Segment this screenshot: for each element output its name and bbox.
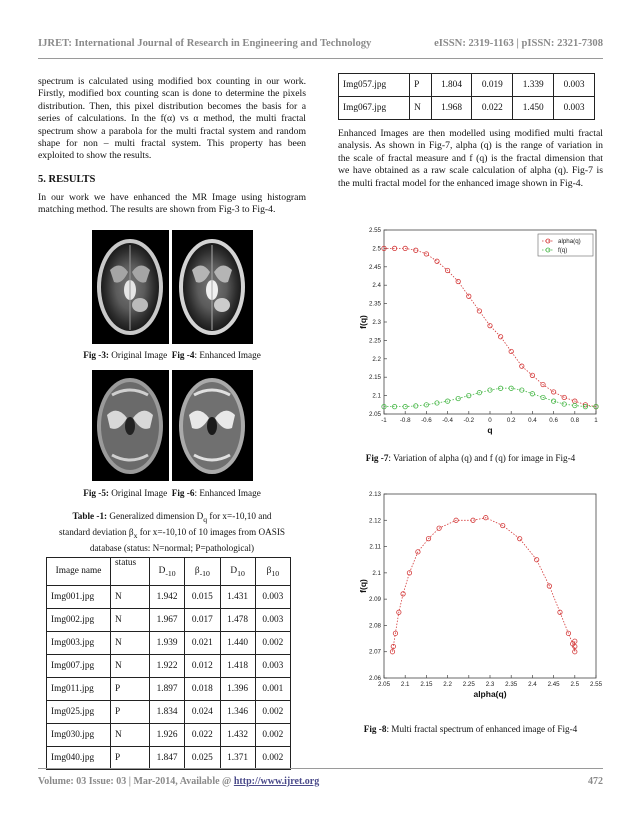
y-tick-label: 2.1 bbox=[372, 569, 381, 577]
table-cell: Img007.jpg bbox=[47, 655, 111, 678]
table-row bbox=[339, 97, 595, 120]
x-tick-label: 2.55 bbox=[589, 681, 602, 688]
table-cell: 0.015 bbox=[185, 586, 220, 609]
table-cell: N bbox=[111, 632, 150, 655]
y-tick-label: 2.08 bbox=[368, 622, 381, 630]
table-cell: 1.478 bbox=[220, 609, 255, 632]
table-row bbox=[47, 724, 291, 747]
y-tick-label: 2.1 bbox=[372, 392, 381, 400]
section-heading: 5. RESULTS bbox=[38, 174, 96, 185]
table-cell: 1.897 bbox=[150, 678, 185, 701]
table1-caption: Table -1: Generalized dimension $D_q$ for x=-10,10 and standard deviation $\beta_x$ for x=-10,10 of 10 images from OASIS database (status: N=normal; P=pathological) bbox=[59, 511, 285, 553]
y-tick-label: 2.45 bbox=[368, 263, 381, 271]
x-tick-label: 2.05 bbox=[377, 681, 391, 688]
header-rule bbox=[38, 58, 603, 59]
y-tick-label: 2.55 bbox=[368, 227, 381, 234]
x-tick-label: 0.6 bbox=[549, 417, 558, 424]
fig8-caption: Fig -8: Multi fractal spectrum of enhanced image of Fig-4 bbox=[363, 724, 578, 734]
table-cell: 0.002 bbox=[255, 701, 290, 724]
table-cell: 0.003 bbox=[255, 655, 290, 678]
y-tick-label: 2.13 bbox=[368, 491, 381, 498]
x-tick-label: -1 bbox=[381, 417, 387, 424]
y-tick-label: 2.25 bbox=[368, 337, 381, 345]
y-tick-label: 2.5 bbox=[372, 245, 381, 253]
table-cell: 1.450 bbox=[513, 97, 554, 120]
x-tick-label: 2.4 bbox=[528, 681, 537, 688]
table-cell: Img040.jpg bbox=[47, 747, 111, 770]
table-cell: 0.017 bbox=[185, 609, 220, 632]
col-header-beta-10: $\beta_{10}$ bbox=[255, 558, 290, 586]
journal-link[interactable]: http://www.ijret.org bbox=[233, 776, 320, 787]
table-row bbox=[47, 632, 291, 655]
y-tick-label: 2.11 bbox=[369, 543, 381, 551]
table-cell: 1.834 bbox=[150, 701, 185, 724]
col-header-d-10: $D_{10}$ bbox=[220, 558, 255, 586]
table-cell: Img003.jpg bbox=[47, 632, 111, 655]
table-row bbox=[47, 609, 291, 632]
table-cell: 1.967 bbox=[150, 609, 185, 632]
table-cell: 1.804 bbox=[431, 74, 472, 97]
table-cell: N bbox=[111, 586, 150, 609]
table-cell: 0.021 bbox=[185, 632, 220, 655]
table-cell: P bbox=[410, 74, 431, 97]
table-cell: 0.022 bbox=[185, 724, 220, 747]
page-number: 472 bbox=[588, 776, 603, 787]
table-row bbox=[47, 747, 291, 770]
table1 bbox=[46, 557, 291, 770]
table-cell: 1.431 bbox=[220, 586, 255, 609]
table-cell: 1.939 bbox=[150, 632, 185, 655]
fig3-original-image bbox=[92, 230, 169, 344]
footer-volume: Volume: 03 Issue: 03 | Mar-2014, Available @ http://www.ijret.org bbox=[38, 776, 320, 787]
table-cell: 0.003 bbox=[554, 74, 595, 97]
table-cell: 0.002 bbox=[255, 747, 290, 770]
fig4-enhanced-image bbox=[172, 230, 253, 344]
table1-continued bbox=[338, 73, 595, 120]
table-cell: 1.968 bbox=[431, 97, 472, 120]
x-tick-label: 0.4 bbox=[528, 417, 537, 424]
table-row bbox=[339, 74, 595, 97]
y-tick-label: 2.15 bbox=[368, 374, 381, 382]
y-tick-label: 2.4 bbox=[372, 282, 381, 290]
table-cell: 0.024 bbox=[185, 701, 220, 724]
table-cell: 1.922 bbox=[150, 655, 185, 678]
x-tick-label: 0.2 bbox=[506, 417, 516, 424]
table-cell: 0.003 bbox=[255, 586, 290, 609]
table-cell: 1.418 bbox=[220, 655, 255, 678]
table-cell: 0.012 bbox=[185, 655, 220, 678]
table-cell: 0.022 bbox=[472, 97, 513, 120]
col-header-image-name: Image name bbox=[47, 558, 111, 586]
table-cell: P bbox=[111, 701, 150, 724]
table-cell: 0.003 bbox=[554, 97, 595, 120]
x-tick-label: 2.25 bbox=[462, 681, 475, 688]
y-tick-label: 2.05 bbox=[368, 411, 381, 418]
table-cell: Img001.jpg bbox=[47, 586, 111, 609]
x-tick-label: 2.2 bbox=[443, 681, 452, 688]
fig6-enhanced-image bbox=[172, 370, 253, 481]
table-cell: 0.025 bbox=[185, 747, 220, 770]
table-cell: 0.003 bbox=[255, 609, 290, 632]
fig7-caption: Fig -7: Variation of alpha (q) and f (q) for image in Fig-4 bbox=[365, 453, 576, 463]
table-cell: Img011.jpg bbox=[47, 678, 111, 701]
x-axis-label: q bbox=[487, 425, 493, 435]
table-cell: Img002.jpg bbox=[47, 609, 111, 632]
x-tick-label: 2.45 bbox=[547, 681, 560, 688]
table-cell: N bbox=[111, 724, 150, 747]
x-axis-label: alpha(q) bbox=[473, 689, 507, 699]
table-cell: N bbox=[410, 97, 431, 120]
table-header-row bbox=[47, 558, 291, 586]
x-tick-label: 2.3 bbox=[485, 681, 495, 688]
x-tick-label: -0.4 bbox=[442, 417, 453, 424]
table-cell: Img025.jpg bbox=[47, 701, 111, 724]
table-cell: Img057.jpg bbox=[339, 74, 410, 97]
table-cell: P bbox=[111, 747, 150, 770]
x-tick-label: 2.5 bbox=[570, 681, 580, 688]
table-cell: 1.346 bbox=[220, 701, 255, 724]
x-tick-label: 1 bbox=[594, 417, 598, 424]
table-cell: N bbox=[111, 655, 150, 678]
col-header-d-neg10: $D_{-10}$ bbox=[150, 558, 185, 586]
x-tick-label: -0.8 bbox=[399, 417, 411, 424]
col-header-status: status bbox=[111, 558, 150, 586]
table-cell: 0.002 bbox=[255, 632, 290, 655]
table-row bbox=[47, 701, 291, 724]
x-tick-label: -0.2 bbox=[463, 417, 475, 424]
fig7-chart bbox=[340, 222, 602, 444]
table-cell: P bbox=[111, 678, 150, 701]
body-paragraph-3: Enhanced Images are then modelled using modified multi fractal analysis. As shown in Fig-7, alpha (q) is the range of variation in the scale of fractal measure and f (q) is the fractal dimension that we have obtained as a raw scale calculation of alpha (q). Fig-7 is the multi fractal model for the enhanced image shown in Fig-4. bbox=[338, 128, 603, 189]
x-tick-label: 2.1 bbox=[400, 681, 410, 688]
y-tick-label: 2.3 bbox=[372, 319, 381, 326]
fig5-fig6-caption: Fig -5: Original Image Fig -6: Enhanced Image bbox=[83, 488, 261, 498]
footer-rule bbox=[38, 768, 603, 769]
body-paragraph-2: In our work we have enhanced the MR Image using histogram matching method. The results are shown from Fig-3 to Fig-4. bbox=[38, 192, 306, 216]
y-tick-label: 2.06 bbox=[368, 675, 381, 682]
journal-name: IJRET: International Journal of Research in Engineering and Technology bbox=[38, 38, 372, 49]
y-tick-label: 2.2 bbox=[372, 355, 381, 363]
issn: eISSN: 2319-1163 | pISSN: 2321-7308 bbox=[434, 38, 603, 49]
x-tick-label: -0.6 bbox=[421, 417, 432, 424]
table-row bbox=[47, 586, 291, 609]
table-cell: 1.942 bbox=[150, 586, 185, 609]
table-cell: 0.019 bbox=[472, 74, 513, 97]
table-cell: 0.001 bbox=[255, 678, 290, 701]
table-cell: 0.002 bbox=[255, 724, 290, 747]
legend-label: f(q) bbox=[558, 247, 568, 254]
table-cell: 1.396 bbox=[220, 678, 255, 701]
table-row bbox=[47, 678, 291, 701]
table-cell: 1.371 bbox=[220, 747, 255, 770]
x-tick-label: 0 bbox=[488, 417, 492, 424]
table-cell: 1.847 bbox=[150, 747, 185, 770]
table-cell: N bbox=[111, 609, 150, 632]
y-tick-label: 2.12 bbox=[368, 517, 381, 525]
fig3-fig4-caption: Fig -3: Original Image Fig -4: Enhanced Image bbox=[83, 350, 261, 360]
x-tick-label: 0.8 bbox=[570, 417, 580, 424]
table-cell: 1.926 bbox=[150, 724, 185, 747]
table-cell: 1.339 bbox=[513, 74, 554, 97]
body-paragraph-1: spectrum is calculated using modified box counting in our work. Firstly, modified box counting scan is done to determine the pixels distribution. Then, this pixel distribution becomes the basis for a series of calculations. In the f(α) vs α method, the multi fractal spectrum show a parabola for the multi fractal system and random shape for non – multi fractal system. This property has been exploited to show the results. bbox=[38, 76, 306, 162]
legend-label: alpha(q) bbox=[558, 238, 581, 245]
col-header-beta-neg10: $\beta_{-10}$ bbox=[185, 558, 220, 586]
table-cell: 1.432 bbox=[220, 724, 255, 747]
y-axis-label: f(q) bbox=[358, 579, 368, 593]
x-tick-label: 2.15 bbox=[420, 681, 433, 688]
table-cell: 1.440 bbox=[220, 632, 255, 655]
fig5-original-image bbox=[92, 370, 169, 481]
x-tick-label: 2.35 bbox=[505, 681, 518, 688]
y-tick-label: 2.09 bbox=[368, 596, 381, 604]
y-axis-label: f(q) bbox=[358, 315, 368, 329]
table-row bbox=[47, 655, 291, 678]
y-tick-label: 2.07 bbox=[368, 648, 381, 656]
fig8-chart bbox=[340, 484, 602, 712]
y-tick-label: 2.35 bbox=[368, 300, 381, 308]
table-cell: 0.018 bbox=[185, 678, 220, 701]
table-cell: Img030.jpg bbox=[47, 724, 111, 747]
table-cell: Img067.jpg bbox=[339, 97, 410, 120]
